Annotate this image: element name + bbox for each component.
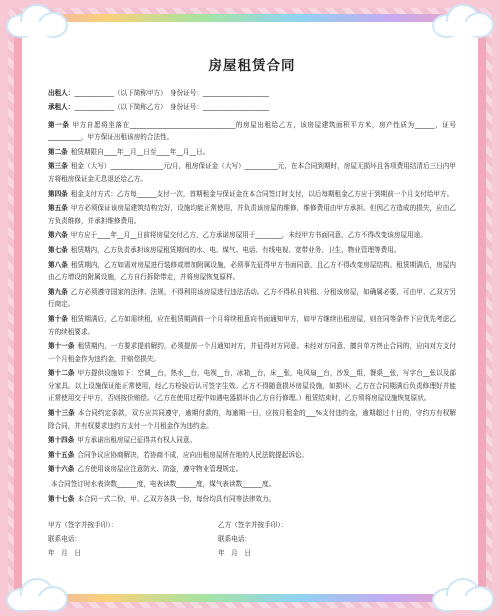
clause-number: 第二条 xyxy=(48,147,68,156)
clause-text: 本合同一式二份，甲、乙双方各执一份，每份均具有同等法律效力。 xyxy=(77,494,276,503)
clause-text: 本合同签订时水表读数______度，电表读数______度，煤气表读数______度。 xyxy=(51,480,276,489)
clause-number: 第十五条 xyxy=(48,450,75,459)
clause-item xyxy=(48,229,456,242)
clause-number: 第三条 xyxy=(48,162,68,171)
clause-text: 甲方自愿将坐落在________________________________的房屋出租给乙方，该房屋建筑面积平方米，房产性质为______，证号__________，甲方保证出租该房的合法性。 xyxy=(48,120,457,142)
clause-item xyxy=(48,202,456,227)
clause-item xyxy=(48,463,456,476)
cloud-icon xyxy=(8,580,66,610)
clause-number: 第十七条 xyxy=(48,494,75,503)
clause-text: 租金（大写）________________元/月，租房保证金（大写）__________元，在本合同到期时，房屋无损坏且各项费用结清后三日内甲方将租房保证金无息退还给乙方。 xyxy=(48,162,456,183)
clause-text: 租赁期内，乙方如需对房屋进行装修或增加附属设施，必须事先征得甲方书面同意，且乙方不得改变房屋结构。租赁期满后，房屋内由乙方增设的附属设施，乙方自行拆除带走，并将房屋恢复原样。 xyxy=(48,260,456,282)
clause-item xyxy=(48,119,456,144)
clause-item xyxy=(48,478,456,491)
document-title: 房屋租赁合同 xyxy=(208,58,296,74)
clause-number: 第五条 xyxy=(48,204,68,213)
clause-number: 第十四条 xyxy=(48,436,75,445)
clause-item xyxy=(48,188,456,201)
contract-document xyxy=(48,60,456,561)
party-text: ____________（以下简称甲方） 身份证号：____________________ xyxy=(74,88,269,97)
clause-text: 本合同约定条款，双方应共同遵守，逾期付款的，每逾期一日，应按月租金的___%支付违约金，逾期超过十日的，守约方有权解除合同，并有权要求违约方支付一个月租金作为违约金。 xyxy=(48,409,457,430)
clause-text: 甲方承诺出租房屋已征得共有权人同意。 xyxy=(77,436,197,445)
cloud-icon xyxy=(434,6,492,36)
cloud-icon xyxy=(434,580,492,610)
clause-text: 租赁期内，一方要求提前解约，必须提前一个月通知对方，并征得对方同意。未经对方同意，擅自单方终止合同的，应向对方支付一个月租金作为违约金，并赔偿损失。 xyxy=(48,342,456,363)
clause-number: 第四条 xyxy=(48,189,68,198)
clause-item xyxy=(48,340,456,365)
party-label: 承租人： xyxy=(48,102,75,111)
clause-number: 第十一条 xyxy=(48,342,75,351)
party-lessee xyxy=(48,101,456,115)
clause-text: 租赁期满后，乙方如需续租，应在租赁期满前一个月将续租意向书面通知甲方，如甲方继续出租房屋，则在同等条件下应优先考虑乙方的续租要求。 xyxy=(48,314,456,336)
clause-number: 第十三条 xyxy=(48,409,75,418)
lessee-phone-label: 联系电话： xyxy=(218,535,251,544)
clause-text: 租赁期限自____年__月__日至____年__月__日。 xyxy=(70,147,210,156)
clause-item xyxy=(48,407,456,432)
clause-item xyxy=(48,259,456,284)
clause-item xyxy=(48,367,456,405)
lessee-signature-label: 乙方（签字并按手印）： xyxy=(218,521,288,530)
clause-number: 第六条 xyxy=(48,231,68,240)
clause-number: 第七条 xyxy=(48,245,68,254)
clause-number: 第八条 xyxy=(48,260,68,269)
clause-item xyxy=(48,146,456,159)
clause-item xyxy=(48,286,456,311)
clause-list xyxy=(48,119,456,506)
clause-text: 甲方应于____年__月__日前将房屋交付乙方，乙方承诺房屋用于________，未经甲方书面同意，乙方不得改变该房屋用途。 xyxy=(70,231,427,240)
lessor-signature-label: 甲方（签字并按手印）： xyxy=(48,521,118,530)
lessee-date: 年 月 日 xyxy=(218,549,251,558)
lessor-phone-label: 联系电话： xyxy=(48,535,81,544)
clause-text: 租金支付方式：乙方每______支付一次，首期租金与保证金在本合同签订时支付，以后每期租金乙方应于到期前一个月支付给甲方。 xyxy=(70,189,454,198)
clause-number: 第十条 xyxy=(48,314,68,323)
clause-text: 租赁期内，乙方负责承担该房屋租赁期间的水、电、煤气、电话、有线电视、宽带业务、卫生、物业管理等费用。 xyxy=(70,245,401,254)
clause-text: 甲方必须保证该房屋建筑结构完好，设施均能正常使用，并负责该房屋的维修，维修费用由甲方承担。但因乙方造成的损失，应由乙方负责维修，并承担维修费用。 xyxy=(48,204,456,225)
party-label: 出租人： xyxy=(48,88,75,97)
lessor-date: 年 月 日 xyxy=(48,549,81,558)
clause-number: 第一条 xyxy=(48,120,70,129)
signature-block xyxy=(48,519,456,561)
clause-text: 乙方必须遵守国家的法律、法规，不得利用该房屋进行违法活动。乙方不得私自转租、分租该房屋，如确属必要，可由甲、乙双方另行商定。 xyxy=(48,287,456,309)
clause-item xyxy=(48,160,456,185)
clause-item xyxy=(48,434,456,447)
clause-item xyxy=(48,493,456,506)
clause-text: 合同争议应协商解决，若协商不成，应向出租房屋所在地的人民法院提起诉讼。 xyxy=(77,450,309,459)
clause-item xyxy=(48,244,456,257)
clause-text: 乙方使用该房屋应注意防火、防盗，遵守物业管理规定。 xyxy=(77,465,243,474)
clause-item xyxy=(48,449,456,462)
party-lessor xyxy=(48,87,456,101)
party-text: ____________（以下简称乙方） 身份证号：____________________ xyxy=(74,102,269,111)
clause-number: 第十六条 xyxy=(48,465,75,474)
clause-number: 第十二条 xyxy=(48,369,75,378)
clause-number: 第九条 xyxy=(48,287,68,296)
clause-text: 甲方提供设施如下：空调__台，热水__台，电视__台，冰箱__台，床__张，电风扇__台，沙发__组，餐桌__张，写字台__张以及部分家具。以上设施保证能正常使用，经乙方检验后认可签字生效。乙方不得随意损坏房屋设施，如损坏，乙方在合同期满后负责修理好并能正常使用交于甲方，否则按价赔偿。（乙方在使用过程中如遇电器损坏由乙方自行修理。）租赁结束时，乙方须将房屋设施恢复原状。 xyxy=(48,369,456,403)
clause-item xyxy=(48,313,456,338)
cloud-icon xyxy=(8,6,66,36)
